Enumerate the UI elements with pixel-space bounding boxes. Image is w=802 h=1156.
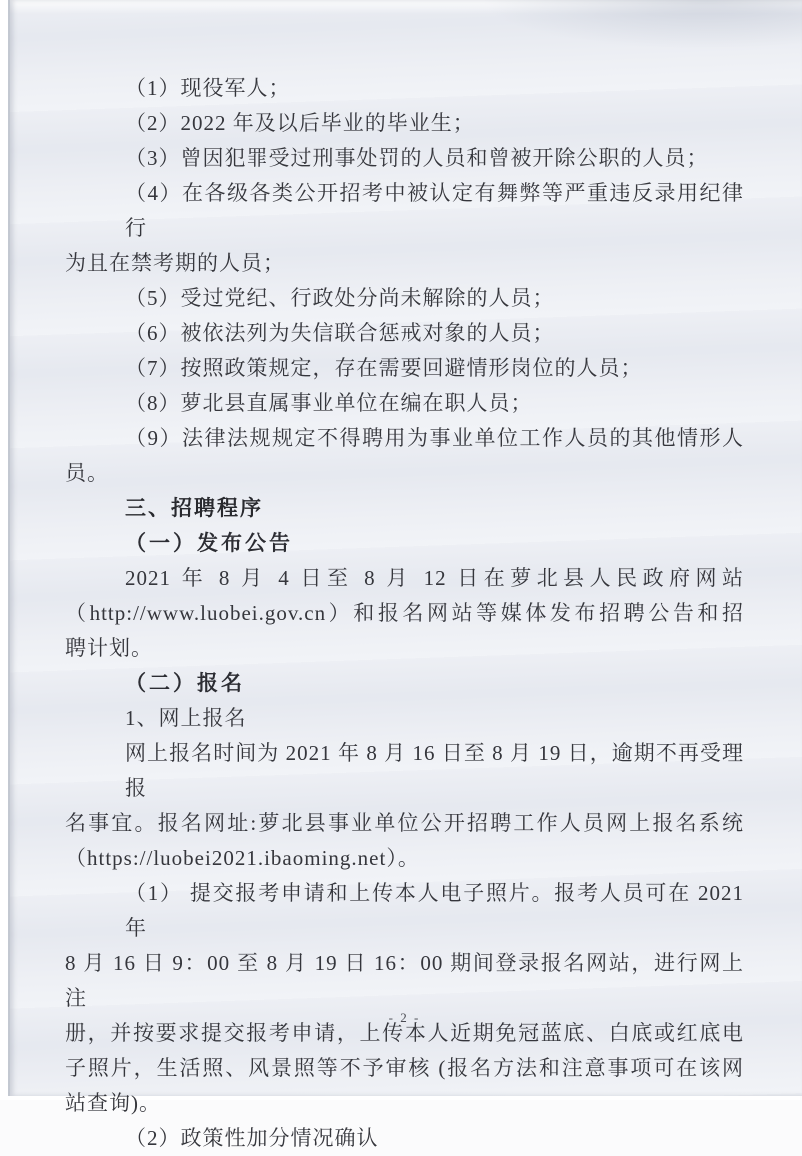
text-line: （1）现役军人； (125, 76, 291, 100)
text-line: （7）按照政策规定，存在需要回避情形岗位的人员； (125, 356, 643, 380)
text-line: 名事宜。报名网址:萝北县事业单位公开招聘工作人员网上报名系统 (65, 811, 744, 835)
text-line: 聘计划。 (65, 636, 153, 660)
text-line: （9）法律法规规定不得聘用为事业单位工作人员的其他情形人 (125, 426, 744, 450)
text-line: 为且在禁考期的人员； (65, 251, 285, 275)
text-line: 册，并按要求提交报考申请，上传本人近期免冠蓝底、白底或红底电 (65, 1021, 744, 1045)
text-line: 子照片，生活照、风景照等不予审核 (报名方法和注意事项可在该网 (65, 1056, 744, 1080)
page-number: - 2 - (388, 1010, 421, 1025)
text-line: （https://luobei2021.ibaoming.net）。 (65, 846, 420, 870)
document-body (10, 71, 802, 1156)
text-line: （8）萝北县直属事业单位在编在职人员； (125, 391, 533, 415)
text-line: 2021 年 8 月 4 日至 8 月 12 日在萝北县人民政府网站 (125, 566, 744, 590)
text-line: 8 月 16 日 9：00 至 8 月 19 日 16：00 期间登录报名网站，进行网上注 (65, 951, 744, 1010)
text-line: 网上报名时间为 2021 年 8 月 16 日至 8 月 19 日，逾期不再受理报 (125, 741, 744, 800)
text-line: （3）曾因犯罪受过刑事处罚的人员和曾被开除公职的人员； (125, 146, 709, 170)
text-line: 站查询)。 (65, 1091, 161, 1115)
section-heading: （一）发布公告 (125, 531, 293, 555)
section-heading: （二）报名 (125, 671, 245, 695)
text-line: （6）被依法列为失信联合惩戒对象的人员； (125, 321, 555, 345)
text-line: （5）受过党纪、行政处分尚未解除的人员； (125, 286, 555, 310)
section-heading: 三、招聘程序 (125, 497, 263, 520)
text-line: （2）2022 年及以后毕业的毕业生； (125, 111, 475, 135)
text-line: （1） 提交报考申请和上传本人电子照片。报考人员可在 2021 年 (125, 881, 744, 940)
text-line: 1、网上报名 (125, 706, 247, 730)
text-line: 员。 (65, 461, 109, 485)
document-page (8, 0, 802, 1150)
text-line: （2）政策性加分情况确认 (125, 1126, 379, 1150)
text-line: （4）在各级各类公开招考中被认定有舞弊等严重违反录用纪律行 (125, 181, 744, 240)
text-line: （http://www.luobei.gov.cn）和报名网站等媒体发布招聘公告和招 (65, 601, 744, 625)
